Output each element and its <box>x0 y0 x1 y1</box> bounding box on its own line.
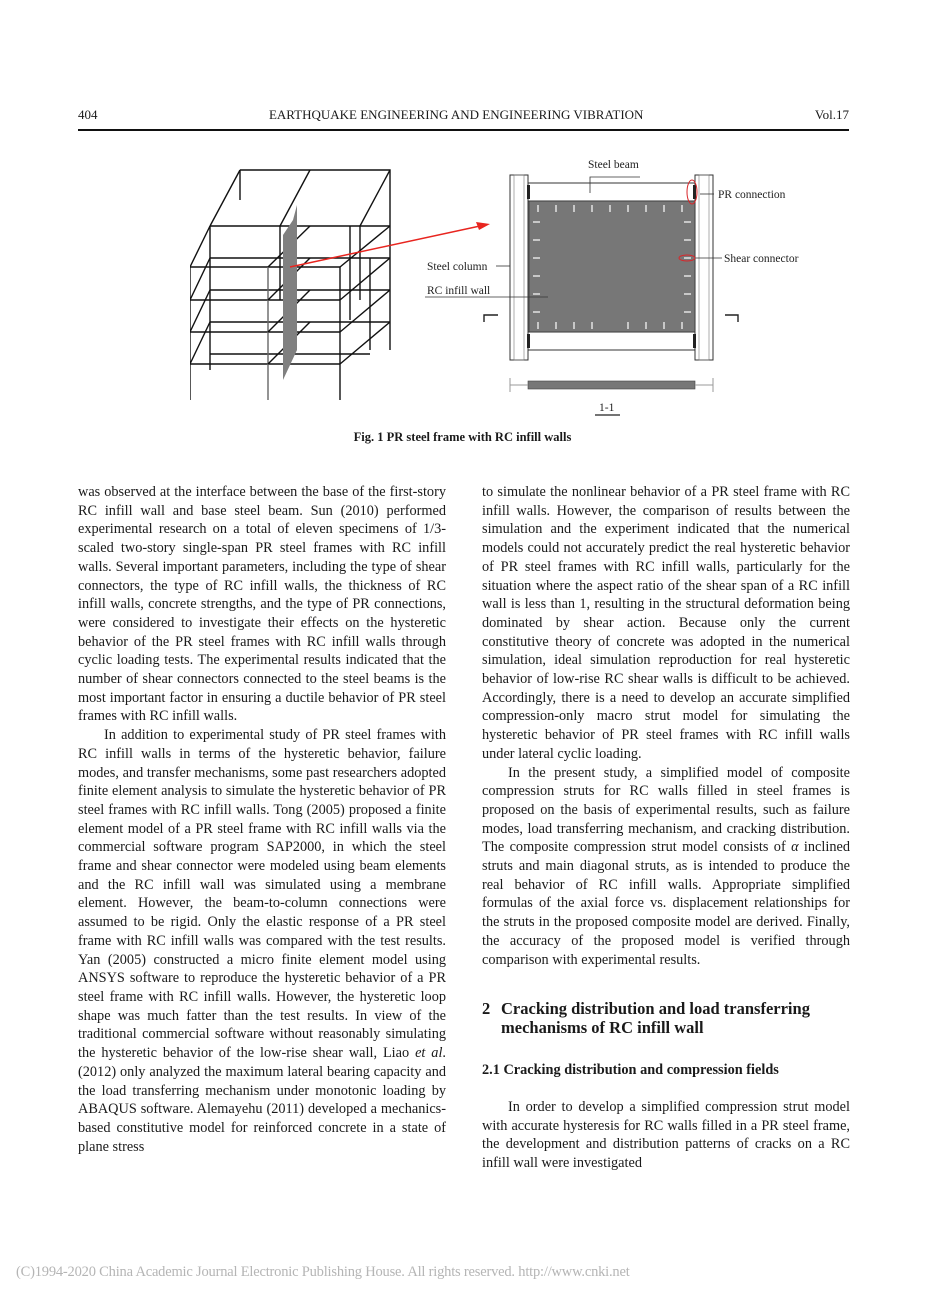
page-number: 404 <box>78 107 98 122</box>
left-column <box>78 483 446 1156</box>
figure-caption: Fig. 1 PR steel frame with RC infill walls <box>353 430 572 444</box>
volume-number: Vol.17 <box>814 107 849 122</box>
figure-1 <box>190 150 830 425</box>
section-number: 2 <box>482 999 491 1019</box>
header-rule <box>78 129 849 131</box>
section-heading <box>482 999 850 1037</box>
paragraph: In addition to experimental study of PR steel frames with RC infill walls in terms of the hysteretic behavior, failure modes, and transfer mechanisms, some past researchers adopted finite element analysis to simulate the hysteretic behavior of PR steel frames with RC infill walls. Tong (2005) proposed a finite element model of a PR steel frame with RC infill walls via the commercial software program SAP2000, in which the steel frame and shear connector were modeled using beam elements and the RC infill wall was simulated using a membrane element. However, the beam-to-column connections were assumed to be rigid. Only the elastic response of a PR steel frame with RC infill walls was compared with the test results. Yan (2005) constructed a micro finite element model using ANSYS software to reproduce the hysteretic behavior of a PR steel frame with RC infill walls. However, the hysteretic loop shape was much fatter than the test results. In view of the traditional commercial software without reasonably simulating the hysteretic behavior of the low-rise shear wall, Liao et al. (2012) only analyzed the maximum lateral bearing capacity and the load transferring mechanism under monotonic loading by ABAQUS software. Alemayehu (2011) developed a mechanics-based constitutive model for reinforced concrete in a state of plane stress <box>78 727 446 1155</box>
label-steel-column: Steel column <box>427 261 488 273</box>
label-rc-infill-wall: RC infill wall <box>427 285 491 297</box>
section-title: Cracking distribution and load transferring mechanisms of RC infill wall <box>501 999 810 1038</box>
infill-wall-shape <box>283 205 297 380</box>
label-steel-beam: Steel beam <box>588 159 639 171</box>
label-pr-connection: PR connection <box>718 189 786 201</box>
running-header <box>78 106 849 124</box>
paragraph: to simulate the nonlinear behavior of a PR steel frame with RC infill walls. However, the comparison of results between the simulation and the experiment indicated that the numerical models could not accurately predict the real hysteretic behavior of PR steel frames with RC infill walls, particularly for the situation where the aspect ratio of the shear span of a RC infill wall is less than 1, resulting in the structural deformation being dominated by shear action. Because only the current constitutive theory of concrete was adopted in the numerical simulation, ideal simulation reproduction for real hysteretic behavior of low-rise RC shear walls is difficult to be achieved. Accordingly, there is a need to develop an accurate simplified compression-only macro strut model for simulating the hysteretic behavior of PR steel frames with RC infill walls under lateral cyclic loading. <box>482 484 850 762</box>
arrow-head-icon <box>476 222 490 230</box>
journal-title: EARTHQUAKE ENGINEERING AND ENGINEERING VIBRATION <box>268 107 644 122</box>
paragraph: was observed at the interface between the base of the first-story RC infill wall and base steel beam. Sun (2010) performed experimental research on a total of eleven specimens of 1/3-scaled two-story single-span PR steel frames with RC infill walls. Several important parameters, including the type of shear connectors, the type of RC infill walls, the thickness of RC infill walls, concrete strengths, and the type of PR connections, were considered to investigate their effects on the hysteretic behavior of the PR steel frames with RC infill walls through cyclic loading tests. The experimental results indicated that the number of shear connectors connected to the steel beams is the most important factor in ensuring a ductile behavior of PR steel frames with RC infill walls. <box>78 484 446 725</box>
label-section-1-1: 1-1 <box>599 402 615 414</box>
label-shear-connector: Shear connector <box>724 253 799 265</box>
paragraph: In the present study, a simplified model of composite compression struts for RC walls filled in steel frames is proposed on the basis of experimental results, such as failure modes, load transferring mechanism, and cracking distribution. The composite compression strut model consists of α inclined struts and main diagonal struts, as is intended to produce the real behavior of RC infill walls. Appropriate simplified formulas of the axial force vs. displacement relationships for the struts in the proposed composite model are derived. Finally, the accuracy of the proposed model is verified through comparison with experimental results. <box>482 764 850 968</box>
pr-steel-frame-diagram <box>190 150 830 425</box>
right-column <box>482 483 850 1173</box>
copyright-footer: (C)1994-2020 China Academic Journal Electronic Publishing House. All rights reserved. http://www.cnki.net <box>16 1264 630 1280</box>
subsection-heading: 2.1 Cracking distribution and compression fields <box>482 1062 779 1079</box>
paragraph: In order to develop a simplified compression strut model with accurate hysteresis for RC walls filled in a PR steel frame, the development and distribution patterns of cracks on a RC infill wall were investigated <box>482 1098 850 1172</box>
